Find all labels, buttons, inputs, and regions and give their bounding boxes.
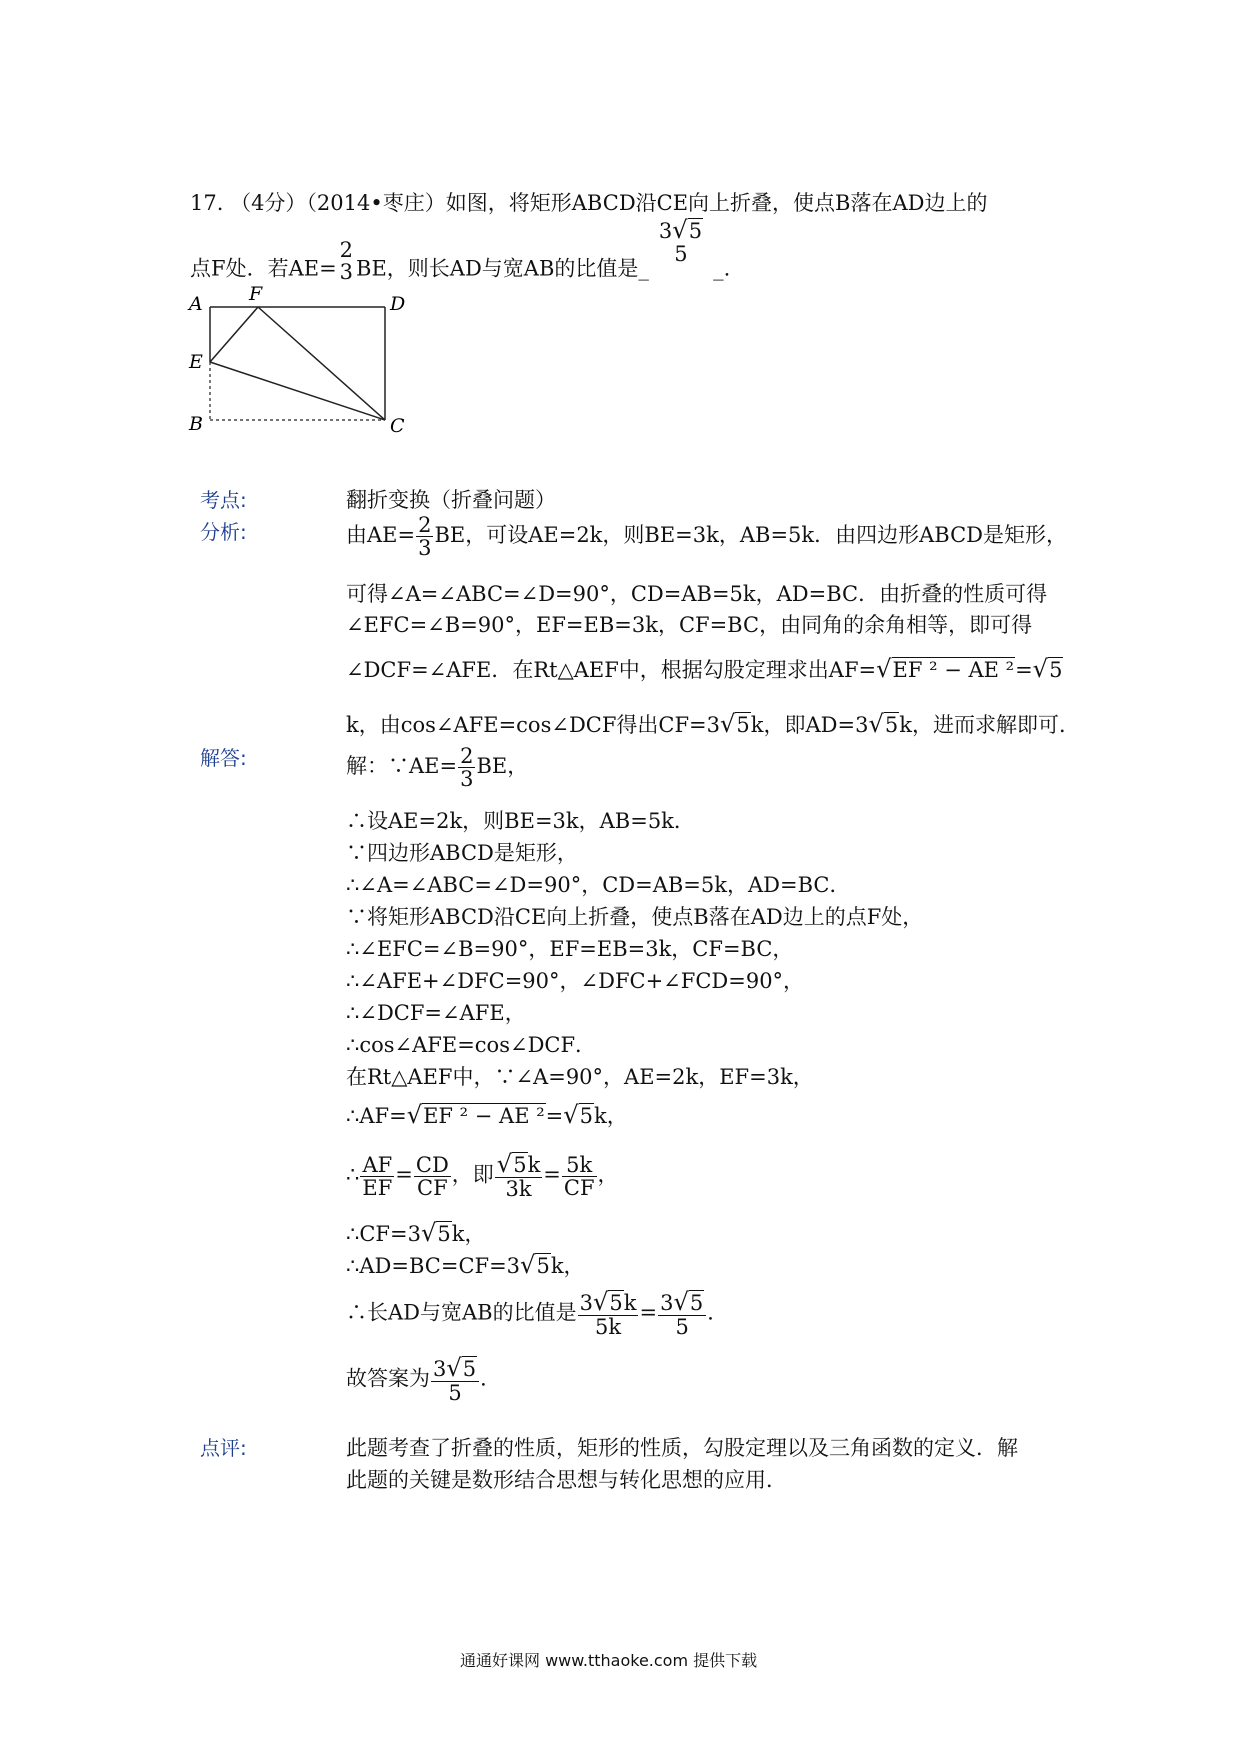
fraction-sqrt5k-3k: $\frac{√5k}{3k}$ [496,1150,541,1202]
fraction-2-3: 2 3 [339,238,354,285]
point-d-label: D [390,293,406,315]
point-c-label: C [390,415,405,437]
point-b-label: B [189,413,203,435]
point-a-label: A [189,293,203,315]
page-footer: 通通好课网 www.tthaoke.com 提供下载 [460,1651,758,1670]
jieda-line-3: ∵四边形ABCD是矩形， [346,841,578,865]
point-f-label: F [249,283,263,305]
jieda-line-14: ∴AD=BC=CF=3√5k， [346,1251,585,1279]
jieda-line-9: ∴cos∠AFE=cos∠DCF． [346,1033,597,1057]
jieda-line-15: ∴长AD与宽AB的比值是 $\frac{3√5k}{5k}$ = $\frac{3√5}{5}$ ． [346,1288,729,1340]
jieda-line-16: 故答案为 $\frac{3√5}{5}$ ． [346,1354,502,1406]
fraction-cd-cf: $\frac{CD}{CF}$ [415,1152,449,1200]
fraction-5k-cf: $\frac{5k}{CF}$ [563,1152,595,1200]
answer-fraction: 3√5 5 [658,216,703,267]
label-jieda: 解答: [200,746,247,770]
sqrt-5: √5 [563,1101,593,1129]
sqrt-5: √5 [868,710,899,738]
fenxi-line-5: k，由cos∠AFE=cos∠DCF得出CF=3√5k，即AD=3√5k，进而求解即可． [346,710,1080,738]
fraction-2-3: $\frac{2}{3}$ [418,513,432,561]
fenxi-line-4: ∠DCF=∠AFE．在Rt△AEF中，根据勾股定理求出AF=√EF ² − AE ²=√5 [346,655,1063,683]
jieda-line-1: 解：∵AE= $\frac{2}{3}$ BE， [346,744,529,792]
dianping-line-2: 此题的关键是数形结合思想与转化思想的应用． [346,1468,787,1492]
label-dianping: 点评: [200,1436,247,1460]
question-line-1: 17. （4分）（2014•枣庄）如图，将矩形ABCD沿CE向上折叠，使点B落在AD边上的 [190,191,988,215]
sqrt-expression: √EF ² − AE ² [406,1101,545,1129]
label-kaodian: 考点: [200,488,247,512]
jieda-line-11: ∴AF=√EF ² − AE ²=√5k， [346,1101,628,1129]
sqrt-5: √5 [520,1251,550,1279]
jieda-line-13: ∴CF=3√5k， [346,1219,486,1247]
kaodian-text: 翻折变换（折叠问题） [346,488,556,512]
jieda-line-8: ∴∠DCF=∠AFE， [346,1001,526,1025]
jieda-line-7: ∴∠AFE+∠DFC=90°，∠DFC+∠FCD=90°， [346,969,805,993]
question-line-2: 点F处．若AE= 2 3 BE，则长AD与宽AB的比值是_ 3√5 5 _. [190,216,731,285]
jieda-line-12: ∴ $\frac{AF}{EF}$ = $\frac{CD}{CF}$ ，即 $\frac{√5k}{3k}$ = $\frac{5k}{CF}$ ， [346,1150,619,1202]
fraction-3sqrt5-5: $\frac{3√5}{5}$ [658,1290,706,1338]
jieda-line-2: ∴设AE=2k，则BE=3k，AB=5k． [346,809,695,833]
fenxi-line-1: 由AE= $\frac{2}{3}$ BE，可设AE=2k，则BE=3k，AB=5k．由四边形ABCD是矩形， [346,513,1068,561]
fenxi-line-3: ∠EFC=∠B=90°，EF=EB=3k，CF=BC，由同角的余角相等，即可得 [346,613,1033,637]
sqrt-5: √5 [1032,655,1063,683]
sqrt-5: √5 [720,710,750,738]
fraction-2-3: $\frac{2}{3}$ [460,744,474,792]
dianping-line-1: 此题考查了折叠的性质，矩形的性质，勾股定理以及三角函数的定义．解 [346,1436,1018,1460]
jieda-line-4: ∴∠A=∠ABC=∠D=90°，CD=AB=5k，AD=BC． [346,873,851,897]
fraction-af-ef: $\frac{AF}{EF}$ [362,1152,393,1200]
label-fenxi: 分析: [200,520,247,544]
sqrt-expression: √EF ² − AE ² [876,655,1015,683]
sqrt-5: √5 [420,1219,451,1247]
rectangle-fold-figure [185,282,425,442]
point-e-label: E [189,351,203,373]
fraction-3sqrt5-5: $\frac{3√5}{5}$ [431,1356,479,1404]
fraction-3sqrt5k-5k: $\frac{3√5k}{5k}$ [579,1288,637,1340]
jieda-line-6: ∴∠EFC=∠B=90°，EF=EB=3k，CF=BC， [346,937,794,961]
fenxi-line-2: 可得∠A=∠ABC=∠D=90°，CD=AB=5k，AD=BC．由折叠的性质可得 [346,582,1048,606]
jieda-line-5: ∵将矩形ABCD沿CE向上折叠，使点B落在AD边上的点F处， [346,905,924,929]
jieda-line-10: 在Rt△AEF中，∵∠A=90°，AE=2k，EF=3k， [346,1065,814,1089]
